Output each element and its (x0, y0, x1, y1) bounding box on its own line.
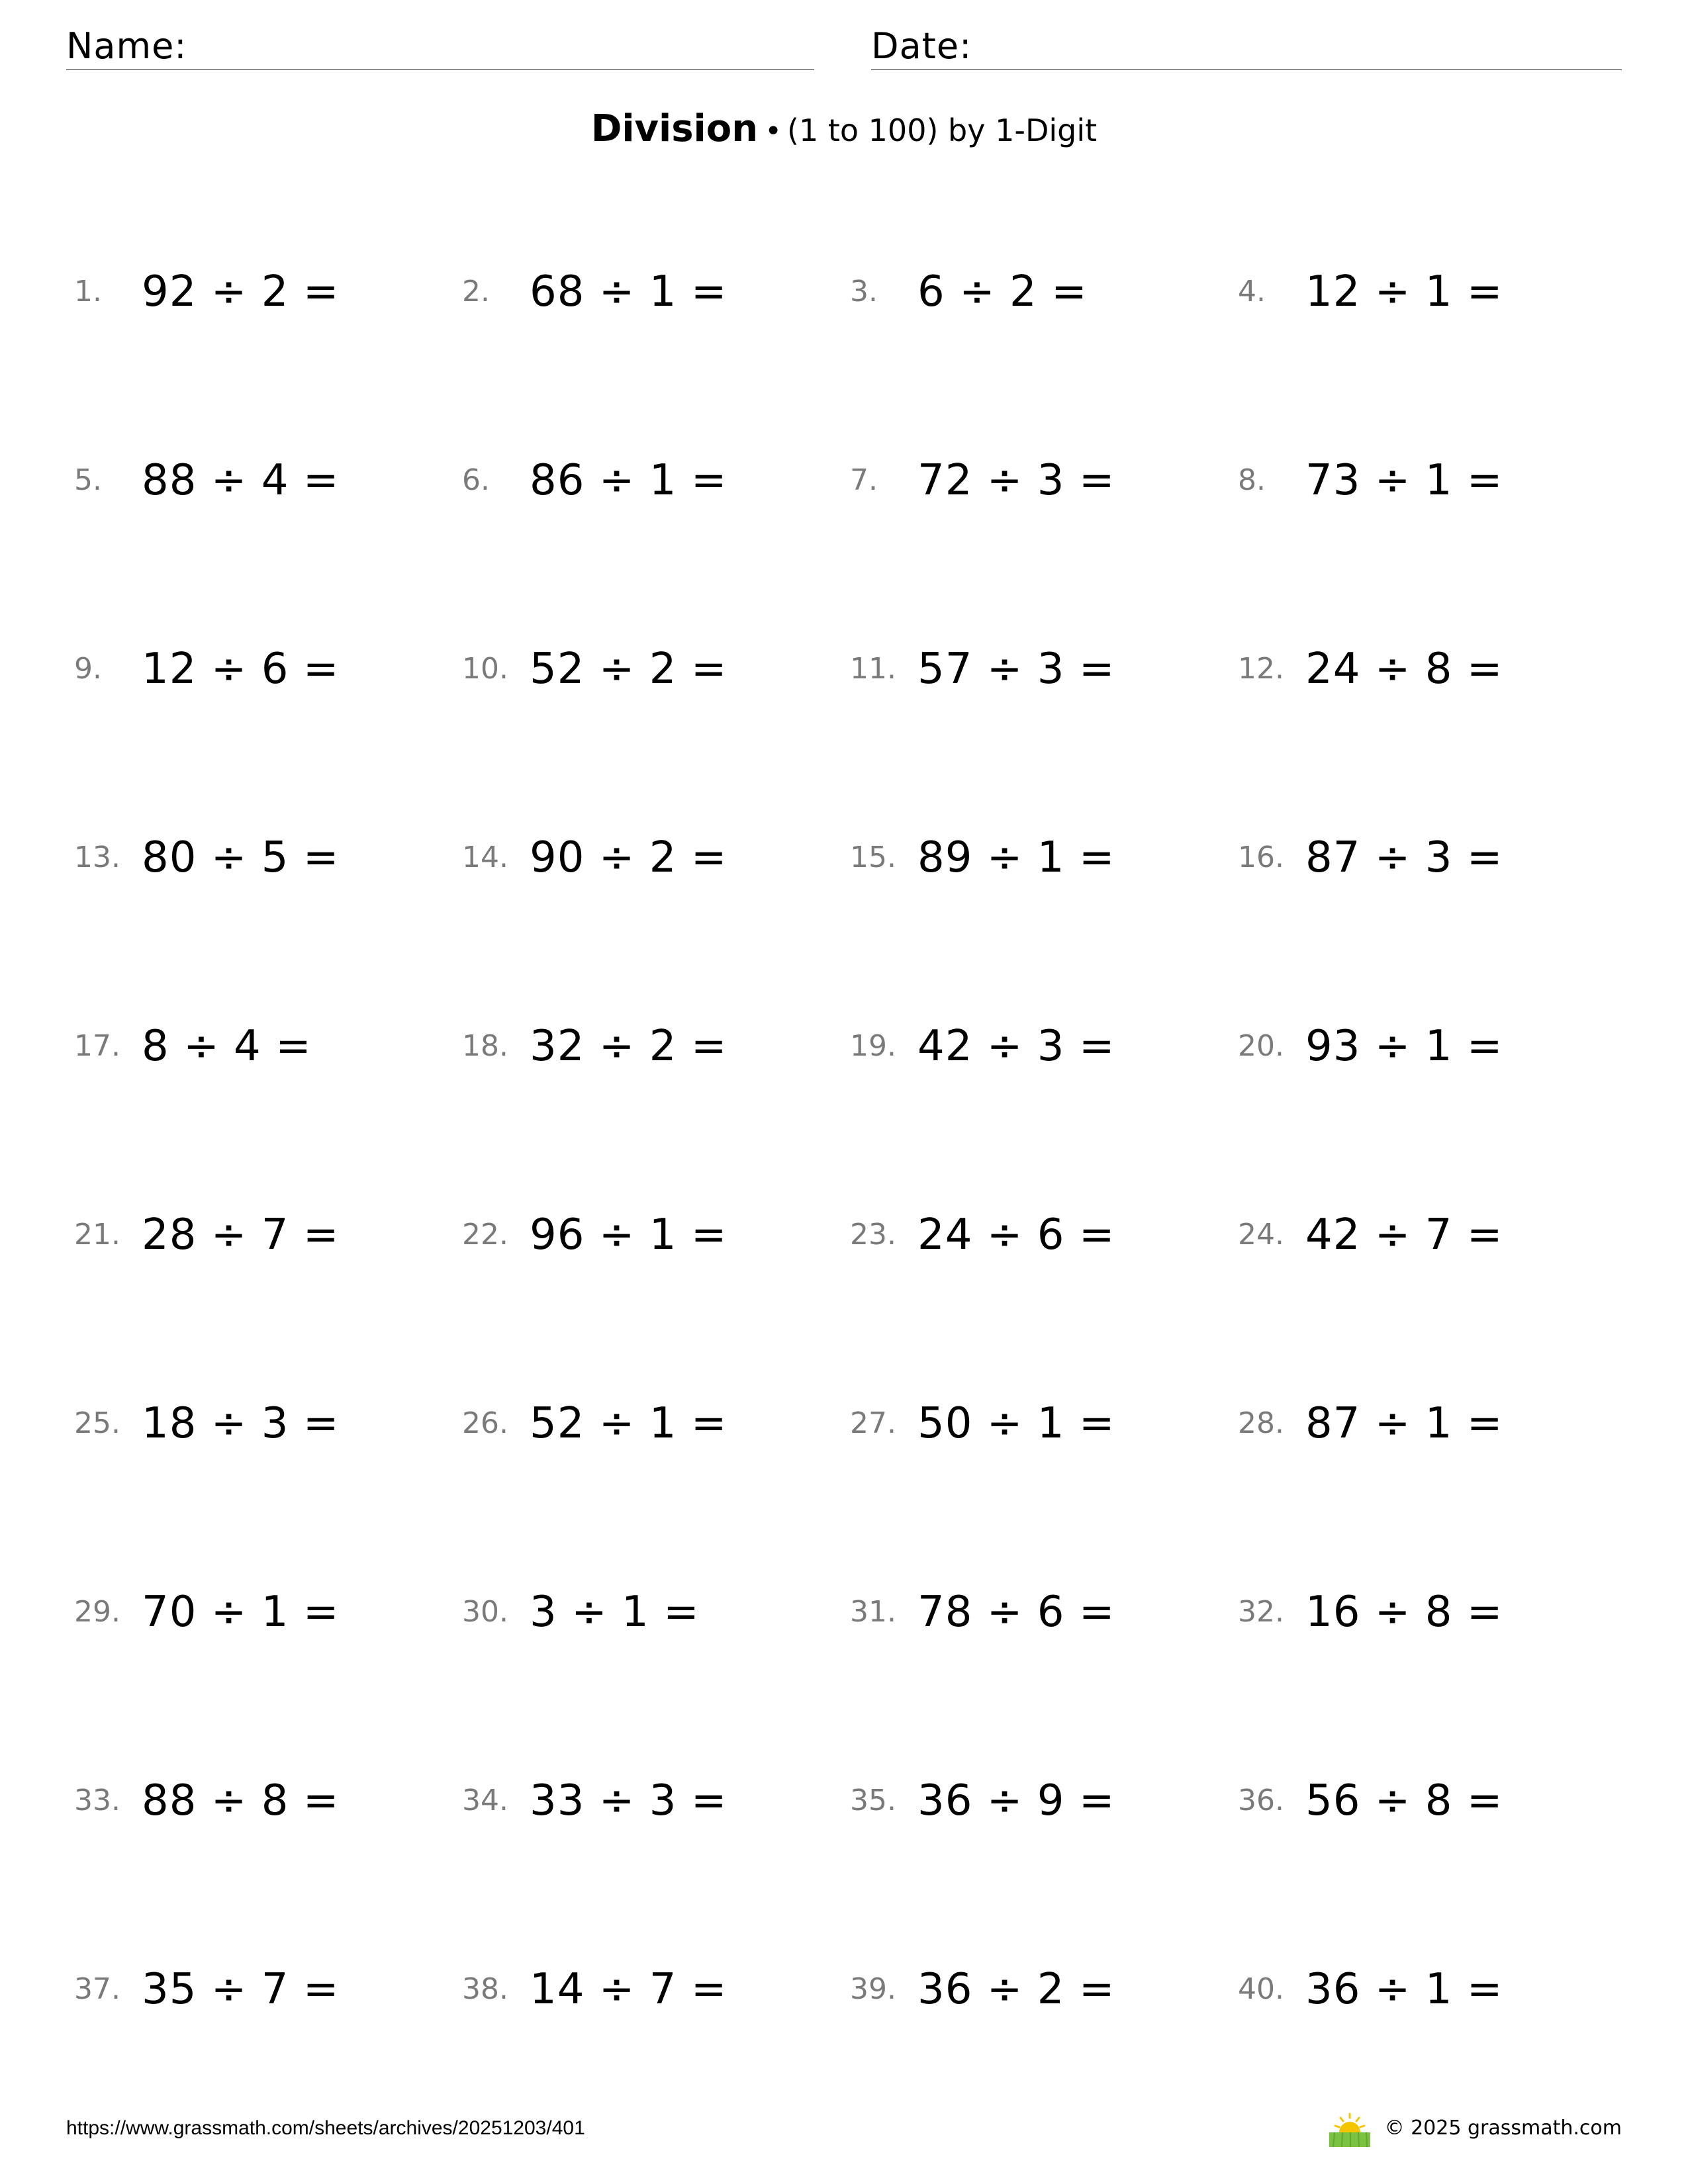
problem-item (1238, 451, 1609, 510)
name-label: Name: (66, 25, 187, 67)
problem-item (74, 639, 445, 699)
problem-expression: 88 ÷ 8 = (142, 1776, 340, 1825)
footer-copyright: © 2025 grassmath.com (1384, 2116, 1622, 2140)
problem-number: 32. (1238, 1595, 1284, 1629)
footer-url: https://www.grassmath.com/sheets/archives/20251203/401 (66, 2117, 585, 2139)
problem-item (74, 828, 445, 887)
problem-expression: 90 ÷ 2 = (530, 833, 727, 882)
problem-item (850, 451, 1221, 510)
problem-expression: 42 ÷ 3 = (917, 1022, 1115, 1071)
problem-expression: 28 ÷ 7 = (142, 1210, 340, 1259)
problem-number: 28. (1238, 1406, 1284, 1440)
problem-expression: 12 ÷ 1 = (1305, 267, 1503, 316)
problem-number: 31. (850, 1595, 896, 1629)
problem-item (74, 451, 445, 510)
problem-number: 22. (462, 1218, 508, 1251)
problem-number: 7. (850, 463, 878, 497)
name-field[interactable] (66, 24, 814, 70)
problem-number: 26. (462, 1406, 508, 1440)
problem-item (850, 1771, 1221, 1831)
problem-expression: 70 ÷ 1 = (142, 1588, 340, 1637)
problem-item (1238, 262, 1609, 322)
problem-item (74, 1582, 445, 1642)
problem-item (1238, 1394, 1609, 1453)
problem-expression: 36 ÷ 1 = (1305, 1965, 1503, 2014)
problem-item (1238, 1017, 1609, 1076)
problem-item (1238, 1771, 1609, 1831)
problem-number: 5. (74, 463, 102, 497)
problem-expression: 68 ÷ 1 = (530, 267, 727, 316)
problem-expression: 92 ÷ 2 = (142, 267, 340, 316)
problem-number: 33. (74, 1784, 120, 1817)
problem-number: 8. (1238, 463, 1266, 497)
problem-number: 30. (462, 1595, 508, 1629)
problem-item (74, 1205, 445, 1265)
problem-item (1238, 828, 1609, 887)
problem-item (850, 1205, 1221, 1265)
problem-item (462, 1960, 833, 2019)
problem-number: 27. (850, 1406, 896, 1440)
problem-number: 38. (462, 1972, 508, 2006)
problem-number: 16. (1238, 841, 1284, 874)
problem-number: 15. (850, 841, 896, 874)
problem-number: 29. (74, 1595, 120, 1629)
problem-number: 36. (1238, 1784, 1284, 1817)
problem-item (462, 1582, 833, 1642)
problem-expression: 72 ÷ 3 = (917, 456, 1115, 505)
problem-expression: 96 ÷ 1 = (530, 1210, 727, 1259)
problem-expression: 24 ÷ 8 = (1305, 645, 1503, 694)
problem-item (850, 1017, 1221, 1076)
problem-number: 23. (850, 1218, 896, 1251)
problem-expression: 24 ÷ 6 = (917, 1210, 1115, 1259)
problem-expression: 12 ÷ 6 = (142, 645, 340, 694)
problem-number: 39. (850, 1972, 896, 2006)
problem-number: 24. (1238, 1218, 1284, 1251)
problem-expression: 57 ÷ 3 = (917, 645, 1115, 694)
problem-expression: 35 ÷ 7 = (142, 1965, 340, 2014)
title-main: Division (590, 107, 759, 150)
problem-expression: 42 ÷ 7 = (1305, 1210, 1503, 1259)
problem-item (850, 1960, 1221, 2019)
problem-number: 13. (74, 841, 120, 874)
problem-expression: 56 ÷ 8 = (1305, 1776, 1503, 1825)
problem-expression: 50 ÷ 1 = (917, 1399, 1115, 1448)
problem-item (462, 1394, 833, 1453)
problem-expression: 16 ÷ 8 = (1305, 1588, 1503, 1637)
problem-number: 21. (74, 1218, 120, 1251)
problem-number: 19. (850, 1029, 896, 1063)
problem-item (850, 639, 1221, 699)
title-separator: • (765, 114, 782, 148)
problem-item (74, 1771, 445, 1831)
problem-number: 37. (74, 1972, 120, 2006)
problem-item (462, 1771, 833, 1831)
problem-number: 34. (462, 1784, 508, 1817)
problem-number: 12. (1238, 652, 1284, 686)
problem-number: 6. (462, 463, 490, 497)
problem-expression: 52 ÷ 1 = (530, 1399, 727, 1448)
problem-expression: 36 ÷ 2 = (917, 1965, 1115, 2014)
problem-expression: 87 ÷ 1 = (1305, 1399, 1503, 1448)
problem-expression: 89 ÷ 1 = (917, 833, 1115, 882)
grass-sun-logo-icon (1327, 2111, 1373, 2148)
problem-expression: 86 ÷ 1 = (530, 456, 727, 505)
problem-item (850, 1394, 1221, 1453)
problem-item (850, 828, 1221, 887)
problem-item (462, 262, 833, 322)
problem-number: 14. (462, 841, 508, 874)
problem-expression: 93 ÷ 1 = (1305, 1022, 1503, 1071)
problem-number: 20. (1238, 1029, 1284, 1063)
problem-expression: 14 ÷ 7 = (530, 1965, 727, 2014)
problem-number: 3. (850, 275, 878, 308)
problem-item (462, 828, 833, 887)
problem-item (462, 1017, 833, 1076)
worksheet-title (0, 106, 1688, 155)
problem-expression: 18 ÷ 3 = (142, 1399, 340, 1448)
date-label: Date: (871, 25, 972, 67)
problem-number: 10. (462, 652, 508, 686)
problem-number: 9. (74, 652, 102, 686)
problem-item (74, 1960, 445, 2019)
problem-item (850, 262, 1221, 322)
problem-number: 18. (462, 1029, 508, 1063)
problem-item (462, 1205, 833, 1265)
problem-expression: 36 ÷ 9 = (917, 1776, 1115, 1825)
problem-number: 4. (1238, 275, 1266, 308)
problem-item (1238, 1960, 1609, 2019)
title-subtitle: (1 to 100) by 1-Digit (787, 113, 1098, 148)
problem-number: 40. (1238, 1972, 1284, 2006)
problem-item (1238, 639, 1609, 699)
problem-expression: 32 ÷ 2 = (530, 1022, 727, 1071)
problem-number: 11. (850, 652, 896, 686)
problem-number: 2. (462, 275, 490, 308)
problem-item (462, 639, 833, 699)
problem-expression: 52 ÷ 2 = (530, 645, 727, 694)
problem-item (462, 451, 833, 510)
problem-number: 25. (74, 1406, 120, 1440)
problem-expression: 33 ÷ 3 = (530, 1776, 727, 1825)
problem-expression: 6 ÷ 2 = (917, 267, 1088, 316)
problem-expression: 78 ÷ 6 = (917, 1588, 1115, 1637)
problem-item (74, 1017, 445, 1076)
problem-number: 17. (74, 1029, 120, 1063)
problem-item (850, 1582, 1221, 1642)
problem-number: 1. (74, 275, 102, 308)
date-field[interactable] (871, 24, 1622, 70)
problem-expression: 80 ÷ 5 = (142, 833, 340, 882)
problem-expression: 8 ÷ 4 = (142, 1022, 312, 1071)
problem-item (74, 1394, 445, 1453)
problem-number: 35. (850, 1784, 896, 1817)
problem-expression: 3 ÷ 1 = (530, 1588, 700, 1637)
problem-item (1238, 1582, 1609, 1642)
problem-expression: 88 ÷ 4 = (142, 456, 340, 505)
problem-expression: 87 ÷ 3 = (1305, 833, 1503, 882)
problem-item (1238, 1205, 1609, 1265)
problem-expression: 73 ÷ 1 = (1305, 456, 1503, 505)
problem-item (74, 262, 445, 322)
